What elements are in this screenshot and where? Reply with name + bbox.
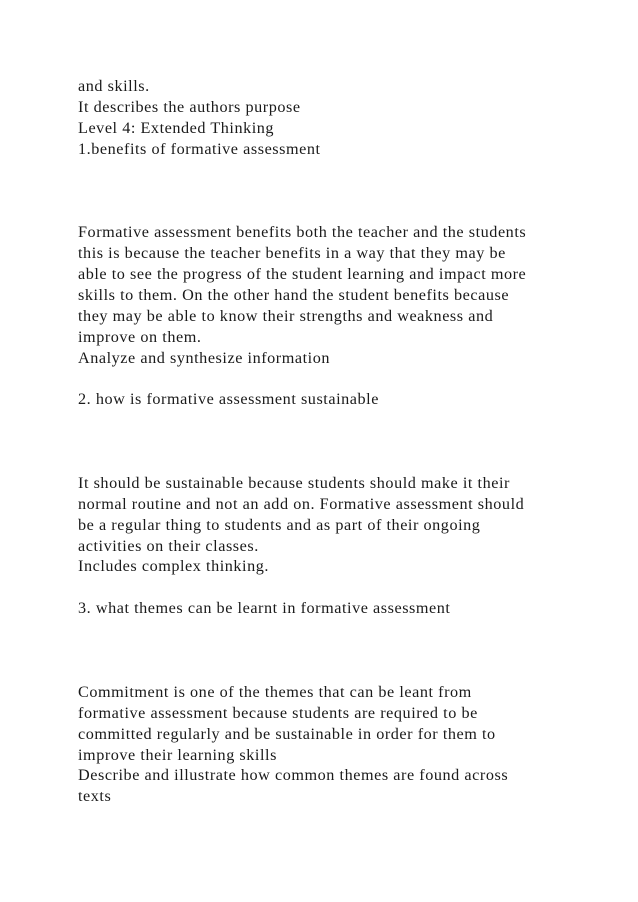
blank-line (78, 661, 578, 682)
blank-line (78, 410, 578, 431)
blank-line (78, 640, 578, 661)
text-line: normal routine and not an add on. Formative assessment should (78, 494, 525, 513)
blank-line (78, 160, 578, 181)
question-heading-3: 3. what themes can be learnt in formative assessment (78, 599, 451, 618)
text-line: be a regular thing to students and as part of their ongoing (78, 515, 481, 534)
text-line: It describes the authors purpose (78, 97, 301, 116)
text-line: able to see the progress of the student learning and impact more (78, 265, 527, 284)
blank-line (78, 619, 578, 640)
text-line: texts (78, 787, 112, 806)
text-line: Includes complex thinking. (78, 557, 269, 576)
question-heading-1: 1.benefits of formative assessment (78, 139, 321, 158)
blank-line (78, 577, 578, 598)
blank-line (78, 180, 578, 201)
question-heading-2: 2. how is formative assessment sustainable (78, 390, 379, 409)
blank-line (78, 452, 578, 473)
text-line: It should be sustainable because students should make it their (78, 473, 510, 492)
text-line: Analyze and synthesize information (78, 348, 330, 367)
text-line: improve on them. (78, 327, 202, 346)
text-line: committed regularly and be sustainable in order for them to (78, 724, 496, 743)
text-line: skills to them. On the other hand the student benefits because (78, 285, 510, 304)
text-line: improve their learning skills (78, 745, 277, 764)
text-line: this is because the teacher benefits in a way that they may be (78, 244, 506, 263)
text-line: and skills. (78, 77, 150, 95)
text-line: activities on their classes. (78, 536, 259, 555)
text-line: Commitment is one of the themes that can be leant from (78, 682, 472, 701)
text-line: Formative assessment benefits both the teacher and the students (78, 223, 527, 242)
document-body (78, 76, 578, 807)
blank-line (78, 368, 578, 389)
blank-line (78, 201, 578, 222)
blank-line (78, 431, 578, 452)
text-line: Level 4: Extended Thinking (78, 118, 275, 137)
text-line: Describe and illustrate how common themes are found across (78, 766, 509, 785)
text-line: formative assessment because students are required to be (78, 703, 478, 722)
text-line: they may be able to know their strengths and weakness and (78, 306, 494, 325)
